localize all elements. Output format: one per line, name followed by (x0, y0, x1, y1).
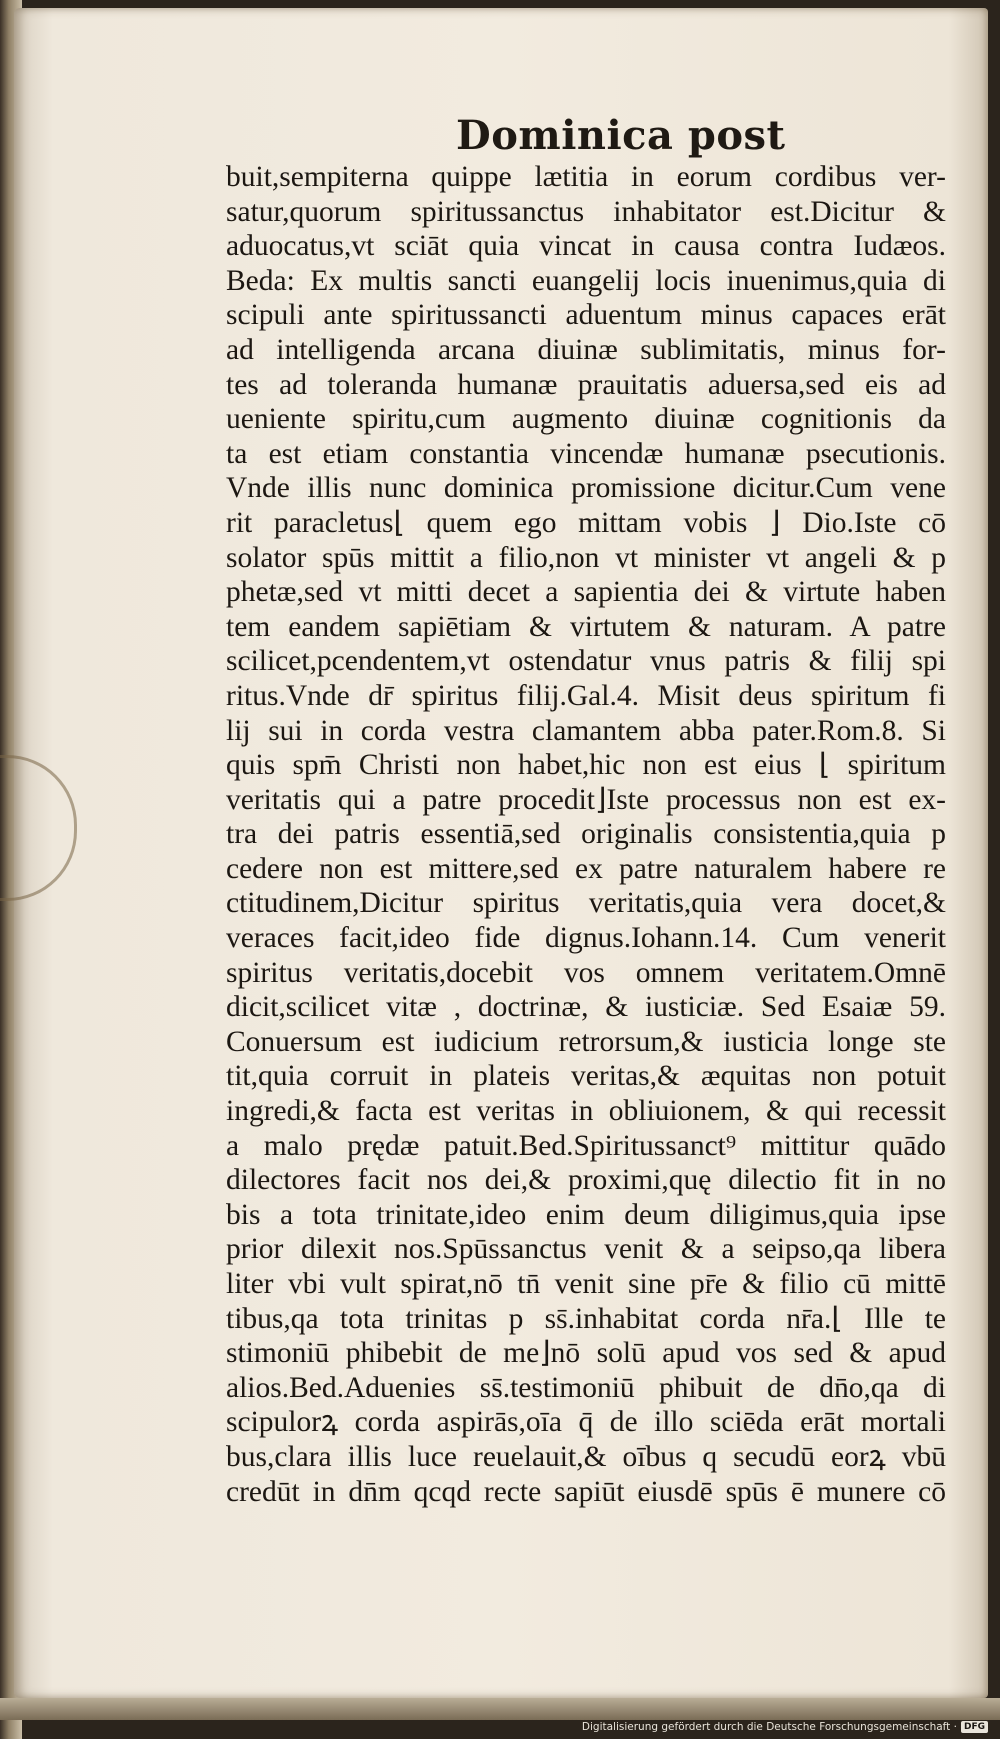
text-line: tes ad toleranda humanæ prauitatis aduersa,sed eis ad (226, 368, 946, 401)
text-line: scipulorꝝ corda aspirās,oīa q̄ de illo sciēda erāt mortali (226, 1406, 946, 1439)
text-line: Beda: Ex multis sancti euangelij locis inuenimus,quia di (226, 264, 946, 297)
credit-text: Digitalisierung gefördert durch die Deutsche Forschungsgemeinschaft · (581, 1721, 957, 1733)
text-line: ueniente spiritu,cum augmento diuinæ cognitionis da (226, 403, 946, 436)
text-line: ad intelligenda arcana diuinæ sublimitatis, minus for- (226, 333, 946, 366)
text-line: scilicet,pcendentem,vt ostendatur vnus patris & filij spi (226, 645, 946, 678)
text-line: ritus.Vnde dr̄ spiritus filij.Gal.4. Misit deus spiritum fi (226, 679, 946, 712)
text-line: alios.Bed.Aduenies ss̄.testimoniū phibuit de dn̄o,qa di (226, 1371, 946, 1404)
text-line: satur,quorum spiritussanctus inhabitator est.Dicitur & (226, 195, 946, 228)
text-line: scipuli ante spiritussancti aduentum minus capaces erāt (226, 299, 946, 332)
text-line: phetæ,sed vt mitti decet a sapientia dei & virtute haben (226, 576, 946, 609)
text-line: credūt in dn̄m qcqd recte sapiūt eiusdē spūs ē munere cō (226, 1475, 946, 1508)
dfg-logo: DFG (961, 1721, 988, 1733)
text-line: ctitudinem,Dicitur spiritus veritatis,quia vera docet,& (226, 887, 946, 920)
text-line: tit,quia corruit in plateis veritas,& æquitas non potuit (226, 1060, 946, 1093)
text-line: lij sui in corda vestra clamantem abba pater.Rom.8. Si (226, 714, 946, 747)
text-line: stimoniū phibebit de me⌋nō solū apud vos sed & apud (226, 1337, 946, 1370)
text-line: tra dei patris essentiā,sed originalis consistentia,quia p (226, 818, 946, 851)
text-line: solator spūs mittit a filio,non vt minister vt angeli & p (226, 541, 946, 574)
text-line: cedere non est mittere,sed ex patre naturalem habere re (226, 852, 946, 885)
text-line: buit,sempiterna quippe lætitia in eorum cordibus ver- (226, 161, 946, 193)
text-line: ta est etiam constantia vincendæ humanæ psecutionis. (226, 437, 946, 470)
text-line: prior dilexit nos.Spūssanctus venit & a seipso,qa libera (226, 1233, 946, 1266)
text-line: Conuersum est iudicium retrorsum,& iusticia longe ste (226, 1025, 946, 1058)
text-line: liter vbi vult spirat,nō tn̄ venit sine pr̄e & filio cū mittē (226, 1268, 946, 1300)
text-line: veritatis qui a patre procedit⌋Iste processus non est ex- (226, 783, 946, 816)
text-line: a malo prędæ patuit.Bed.Spiritussanct⁹ mittitur quādo (226, 1129, 946, 1162)
body-text (226, 160, 946, 1509)
text-line: veraces facit,ideo fide dignus.Iohann.14. Cum venerit (226, 922, 946, 955)
text-line: aduocatus,vt sciāt quia vincat in causa contra Iudæos. (226, 230, 946, 263)
text-line: bis a tota trinitate,ideo enim deum diligimus,quia ipse (226, 1198, 946, 1231)
digitization-credit (582, 1721, 988, 1733)
running-header: Dominica post (456, 112, 786, 159)
text-line: rit paracletus⌊ quem ego mittam vobis ⌋ Dio.Iste cō (226, 506, 946, 539)
text-line: quis spm̄ Christi non habet,hic non est eius ⌊ spiritum (226, 749, 946, 782)
text-line: dicit,scilicet vitæ , doctrinæ, & iusticiæ. Sed Esaiæ 59. (226, 991, 946, 1024)
text-line: tem eandem sapiētiam & virtutem & naturam. A patre (226, 610, 946, 643)
text-line: ingredi,& facta est veritas in obliuionem, & qui recessit (226, 1095, 946, 1128)
text-line: Vnde illis nunc dominica promissione dicitur.Cum vene (226, 472, 946, 505)
text-line: bus,clara illis luce reuelauit,& oībus q secudū eorꝝ vbū (226, 1440, 946, 1473)
text-line: dilectores facit nos dei,& proximi,quę dilectio fit in no (226, 1164, 946, 1197)
text-line: tibus,qa tota trinitas p ss̄.inhabitat corda nr̄a.⌊ Ille te (226, 1302, 946, 1335)
book-bottom-edge (0, 1698, 1000, 1720)
text-line: spiritus veritatis,docebit vos omnem veritatem.Omnē (226, 956, 946, 989)
